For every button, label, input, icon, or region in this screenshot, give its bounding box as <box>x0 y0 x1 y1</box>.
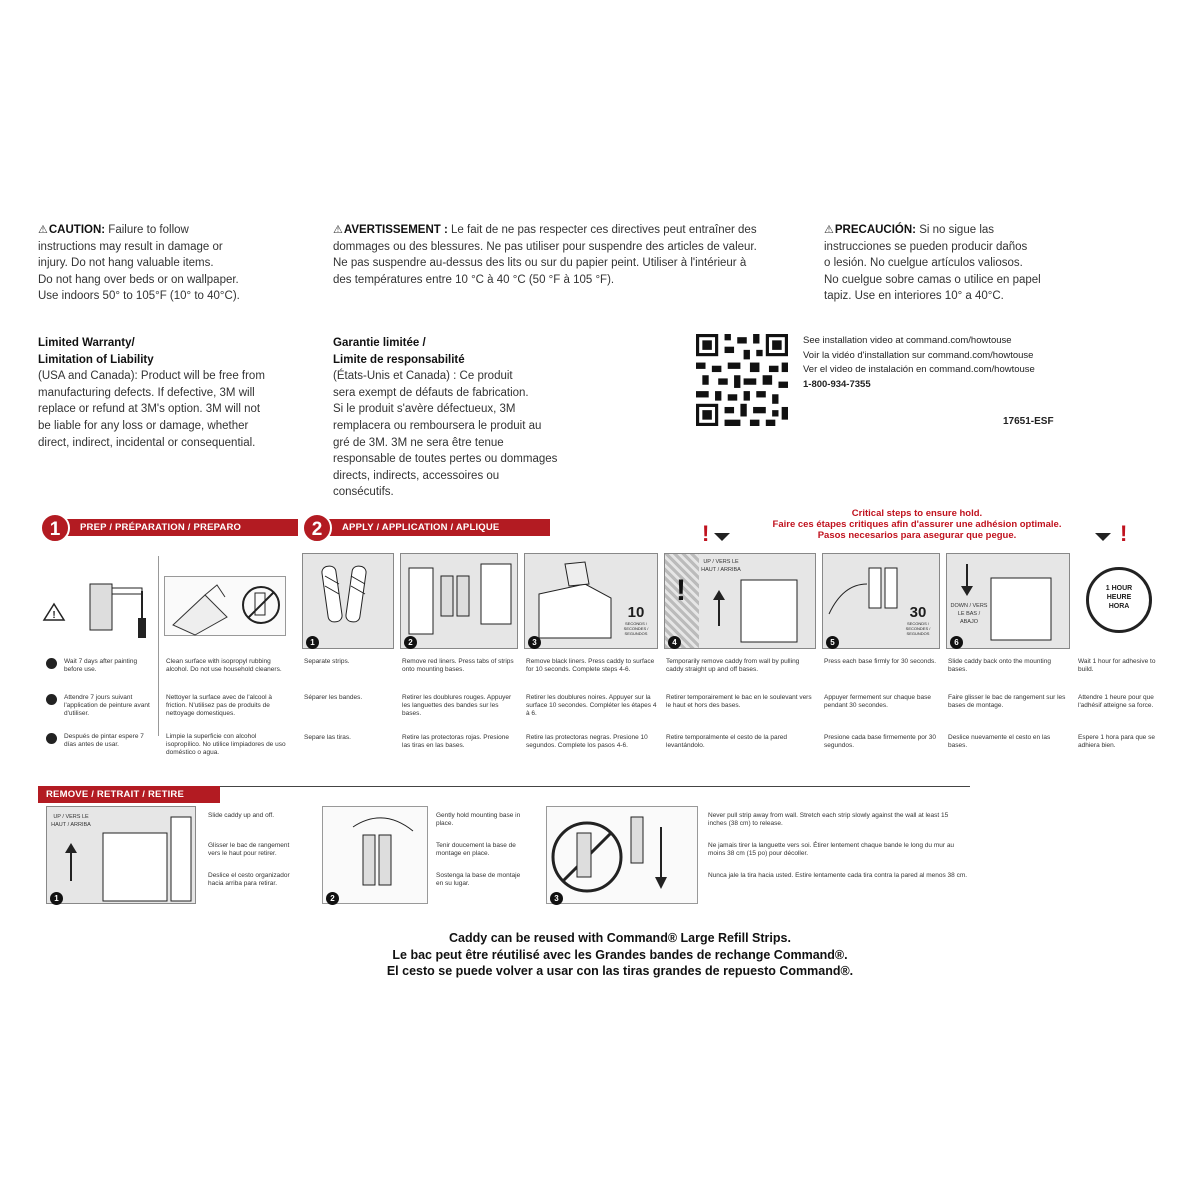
step-line: Retirer temporairement le bac en le soulevant vers le haut et hors des bases. <box>666 694 812 710</box>
step-line: Séparer les bandes. <box>304 694 363 701</box>
step-line: Never pull strip away from wall. Stretch each strip slowly against the wall at least 15 inches (38 cm) to release. <box>708 812 949 828</box>
prep-line: Limpie la superficie con alcohol isopropílico. No utilice limpiadores de uso doméstico o agua. <box>166 733 286 757</box>
clock-label: HORA <box>1108 603 1130 610</box>
prep-text <box>64 694 156 719</box>
remove-label: REMOVE / RETRAIT / RETIRE <box>46 789 185 800</box>
seconds-badge <box>899 604 937 636</box>
warranty-line: be liable for any loss or damage, whether <box>38 419 249 432</box>
warranty-line: replace or refund at 3M's option. 3M will not <box>38 403 261 416</box>
apply-label: APPLY / APPLICATION / APLIQUE <box>342 522 500 533</box>
step-line: Retirer les doublures noires. Appuyer sur la surface 10 secondes. Compléter les étapes 4 à 6. <box>526 694 657 718</box>
prep-line: Nettoyer la surface avec de l'alcool à friction. N'utilisez pas de produits de nettoyage domestiques. <box>166 694 273 718</box>
step-line: Faire glisser le bac de rangement sur les bases de montage. <box>948 694 1066 710</box>
support-link[interactable]: See installation video at command.com/howtouse <box>803 335 1012 346</box>
separate-strips-icon <box>303 554 393 648</box>
up-label: UP / VERS LE HAUT / ARRIBA <box>701 559 741 574</box>
warranty-line: Si le produit s'avère défectueux, 3M <box>333 403 516 416</box>
step-line: Sostenga la base de montaje en su lugar. <box>436 872 521 888</box>
spanish-icon <box>46 733 57 744</box>
exclamation-icon: ! <box>702 521 710 546</box>
caution-line: instrucciones se pueden producir daños <box>824 240 1028 253</box>
seconds-label: SECONDS / SECONDES / SEGUNDOS <box>623 621 649 636</box>
reuse-line: El cesto se puede volver a usar con las tiras grandes de repuesto Command®. <box>386 964 854 979</box>
caution-line: Use indoors 50° to 105°F (10° to 40°C). <box>38 290 240 303</box>
critical-line: Critical steps to ensure hold. <box>851 508 983 519</box>
prep-panel-clean <box>164 576 286 636</box>
step-line: Nunca jale la tira hacia usted. Estire lentamente cada tira contra la pared al menos 38 cm. <box>708 872 968 879</box>
wait-text <box>1078 658 1162 750</box>
up-label: UP / VERS LE HAUT / ARRIBA <box>51 814 91 829</box>
step-number-badge: 2 <box>326 892 339 905</box>
prep-line: Attendre 7 jours suivant l'application de peinture avant d'utiliser. <box>64 694 150 718</box>
warning-icon: ⚠ <box>333 224 343 236</box>
step-line: Deslice el cesto organizador hacia arriba para retirar. <box>208 872 290 888</box>
warranty-line: (États-Unis et Canada) : Ce produit <box>333 370 513 383</box>
caution-line: des températures entre 10 °C à 40 °C (50 °F à 105 °F). <box>333 273 615 286</box>
apply-number-badge: 2 <box>302 513 332 543</box>
warranty-title: Limitation of Liability <box>38 353 154 366</box>
caution-line: Si no sigue las <box>919 224 995 236</box>
qr-code-icon[interactable] <box>696 334 788 426</box>
step-number-badge: 3 <box>550 892 563 905</box>
remove-step-1-panel <box>46 806 196 904</box>
step-line: Retire las protectoras negras. Presione 10 segundos. Complete los pasos 4-6. <box>526 734 648 750</box>
prep-number-badge: 1 <box>40 513 70 543</box>
seconds-count: 30 <box>909 604 927 621</box>
clock-label: HEURE <box>1106 594 1132 601</box>
warning-icon: ⚠ <box>38 224 48 236</box>
step-line: Separe las tiras. <box>304 734 351 741</box>
remove-banner <box>38 786 220 803</box>
support-link[interactable]: Voir la vidéo d'installation sur command.com/howtouse <box>803 349 1034 361</box>
exclamation-icon: ! <box>1120 521 1128 546</box>
french-icon <box>46 694 57 705</box>
warranty-line: consécutifs. <box>333 486 394 499</box>
hold-base-icon <box>323 807 427 903</box>
warranty-line: (USA and Canada): Product will be free from <box>38 370 265 383</box>
apply-step-6-panel <box>946 553 1070 649</box>
caution-line: injury. Do not hang valuable items. <box>38 257 214 270</box>
english-icon <box>46 658 57 669</box>
caution-heading: CAUTION: <box>48 224 106 236</box>
slide-down-icon <box>947 554 1069 648</box>
support-link[interactable]: Ver el video de instalación en command.com/howtouse <box>803 364 1035 375</box>
caution-line: instructions may result in damage or <box>38 240 223 253</box>
step-number-badge: 6 <box>950 636 963 649</box>
prep-text <box>64 733 156 749</box>
remove-step-2-text <box>436 812 522 888</box>
reuse-line: Caddy can be reused with Command® Large Refill Strips. <box>449 931 791 945</box>
prep-text <box>166 694 290 719</box>
warranty-title: Limited Warranty/ <box>38 337 135 349</box>
arrow-down-icon <box>714 533 730 541</box>
step-number-badge: 1 <box>306 636 319 649</box>
caution-line: dommages ou des blessures. Ne pas utiliser pour suspendre des articles de valeur. <box>333 240 757 253</box>
svg-text:!: ! <box>52 610 56 621</box>
support-phone: 1-800-934-7355 <box>803 378 871 390</box>
prep-text <box>166 658 290 674</box>
warranty-line: gré de 3M. 3M ne sera être tenue <box>333 436 504 449</box>
product-code: 17651-ESF <box>1003 416 1054 427</box>
reuse-line: Le bac peut être réutilisé avec les Grandes bandes de rechange Command®. <box>392 947 848 962</box>
apply-step-2-panel <box>400 553 518 649</box>
step-number-badge: 4 <box>668 636 681 649</box>
caution-line: No cuelgue sobre camas o utilice en papel <box>824 273 1041 286</box>
warranty-line: remplacera ou remboursera le produit au <box>333 419 542 432</box>
apply-step-5-text <box>824 658 940 750</box>
caution-fr <box>333 222 803 288</box>
paint-roller-icon <box>38 556 158 651</box>
step-line: Slide caddy up and off. <box>208 812 275 819</box>
step-line: Gently hold mounting base in place. <box>436 812 521 828</box>
remove-divider <box>220 786 970 787</box>
step-line: Retirer les doublures rouges. Appuyer les languettes des bandes sur les bases. <box>402 694 512 718</box>
warranty-title: Limite de responsabilité <box>333 353 465 366</box>
wait-line: Attendre 1 heure pour que l'adhésif atteigne sa force. <box>1078 694 1154 710</box>
apply-banner <box>310 519 550 536</box>
step-number-badge: 1 <box>50 892 63 905</box>
step-line: Appuyer fermement sur chaque base pendant 30 secondes. <box>824 694 931 710</box>
prep-line: Después de pintar espere 7 días antes de usar. <box>64 733 144 749</box>
warranty-line: direct, indirect, incidental or consequential. <box>38 436 256 449</box>
critical-line: Faire ces étapes critiques afin d'assurer une adhésion optimale. <box>772 519 1062 530</box>
remove-step-3-panel <box>546 806 698 904</box>
wait-line: Wait 1 hour for adhesive to build. <box>1078 658 1156 674</box>
apply-step-4-panel <box>664 553 816 649</box>
apply-step-3-panel <box>524 553 658 649</box>
apply-step-4-text <box>666 658 816 750</box>
remove-step-1-text <box>208 812 298 888</box>
prep-divider <box>158 556 159 736</box>
warranty-fr <box>333 335 603 501</box>
step-line: Remove red liners. Press tabs of strips onto mounting bases. <box>402 658 514 674</box>
warranty-line: manufacturing defects. If defective, 3M will <box>38 386 255 399</box>
remove-step-2-panel <box>322 806 428 904</box>
prep-text <box>166 733 290 758</box>
caution-es <box>824 222 1084 305</box>
prep-label: PREP / PRÉPARATION / PREPARO <box>80 522 242 533</box>
step-line: Slide caddy back onto the mounting bases. <box>948 658 1051 674</box>
prep-line: Wait 7 days after painting before use. <box>64 658 138 674</box>
step-line: Remove black liners. Press caddy to surface for 10 seconds. Complete steps 4-6. <box>526 658 655 674</box>
warranty-line: sera exempt de défauts de fabrication. <box>333 386 529 399</box>
warranty-line: responsable de toutes pertes ou dommages <box>333 453 558 466</box>
step-number-badge: 2 <box>404 636 417 649</box>
wait-line: Espere 1 hora para que se adhiera bien. <box>1078 734 1155 750</box>
step-line: Presione cada base firmemente por 30 segundos. <box>824 734 937 750</box>
caution-en <box>38 222 288 305</box>
step-line: Separate strips. <box>304 658 350 665</box>
apply-step-2-text <box>402 658 518 750</box>
exclamation-icon: ! <box>676 574 686 607</box>
step-line: Temporarily remove caddy from wall by pulling caddy straight up and off bases. <box>666 658 800 674</box>
caution-heading: PRECAUCIÓN: <box>834 224 917 236</box>
step-number-badge: 5 <box>826 636 839 649</box>
warranty-line: directs, indirects, accessoires ou <box>333 469 500 482</box>
prep-panel-paint <box>38 556 158 651</box>
caution-line: Failure to follow <box>108 224 189 236</box>
step-line: Ne jamais tirer la languette vers soi. Étirer lentement chaque bande le long du mur au moins 38 cm (15 po) pour décoller. <box>708 842 955 858</box>
step-line: Retire temporalmente el cesto de la pared levantándolo. <box>666 734 788 750</box>
seconds-badge <box>617 604 655 636</box>
warranty-en <box>38 335 308 451</box>
step-number-badge: 3 <box>528 636 541 649</box>
caution-line: o lesión. No cuelgue artículos valiosos. <box>824 257 1023 270</box>
prep-text <box>64 658 156 674</box>
critical-line: Pasos necesarios para asegurar que pegue. <box>817 530 1017 541</box>
press-strips-icon <box>401 554 517 648</box>
cleaning-cloth-icon <box>165 577 287 637</box>
support-info <box>803 334 1083 392</box>
reuse-note <box>250 930 990 980</box>
prep-banner <box>48 519 298 536</box>
step-line: Retire las protectoras rojas. Presione las tiras en las bases. <box>402 734 509 750</box>
apply-step-1-text <box>304 658 394 742</box>
step-line: Press each base firmly for 30 seconds. <box>824 658 936 665</box>
apply-step-6-text <box>948 658 1068 750</box>
arrow-down-icon <box>1095 533 1111 541</box>
warning-icon: ⚠ <box>824 224 834 236</box>
caution-line: tapiz. Use en interiores 10° a 40°C. <box>824 290 1004 303</box>
caution-line: Le fait de ne pas respecter ces directives peut entraîner des <box>451 224 757 236</box>
step-line: Deslice nuevamente el cesto en las bases. <box>948 734 1051 750</box>
prep-line: Clean surface with isopropyl rubbing alcohol. Do not use household cleaners. <box>166 658 282 674</box>
caution-line: Do not hang over beds or on wallpaper. <box>38 273 239 286</box>
wait-panel <box>1076 553 1166 649</box>
caution-line: Ne pas suspendre au-dessus des lits ou sur du papier peint. Utiliser à l'intérieur à <box>333 257 747 270</box>
caution-heading: AVERTISSEMENT : <box>343 224 448 236</box>
critical-steps-note <box>752 508 1082 541</box>
step-line: Glisser le bac de rangement vers le haut pour retirer. <box>208 842 290 858</box>
apply-step-5-panel <box>822 553 940 649</box>
remove-step-3-text <box>708 812 968 880</box>
stretch-strip-icon <box>547 807 697 903</box>
down-label: DOWN / VERS LE BAS / ABAJO <box>950 603 988 626</box>
apply-step-3-text <box>526 658 658 750</box>
clock-icon <box>1086 567 1152 633</box>
seconds-count: 10 <box>627 604 645 621</box>
clock-label: 1 HOUR <box>1105 585 1133 592</box>
apply-step-1-panel <box>302 553 394 649</box>
warranty-title: Garantie limitée / <box>333 337 426 349</box>
seconds-label: SECONDS / SECONDES / SEGUNDOS <box>905 621 931 636</box>
step-line: Tenir doucement la base de montage en place. <box>436 842 516 858</box>
